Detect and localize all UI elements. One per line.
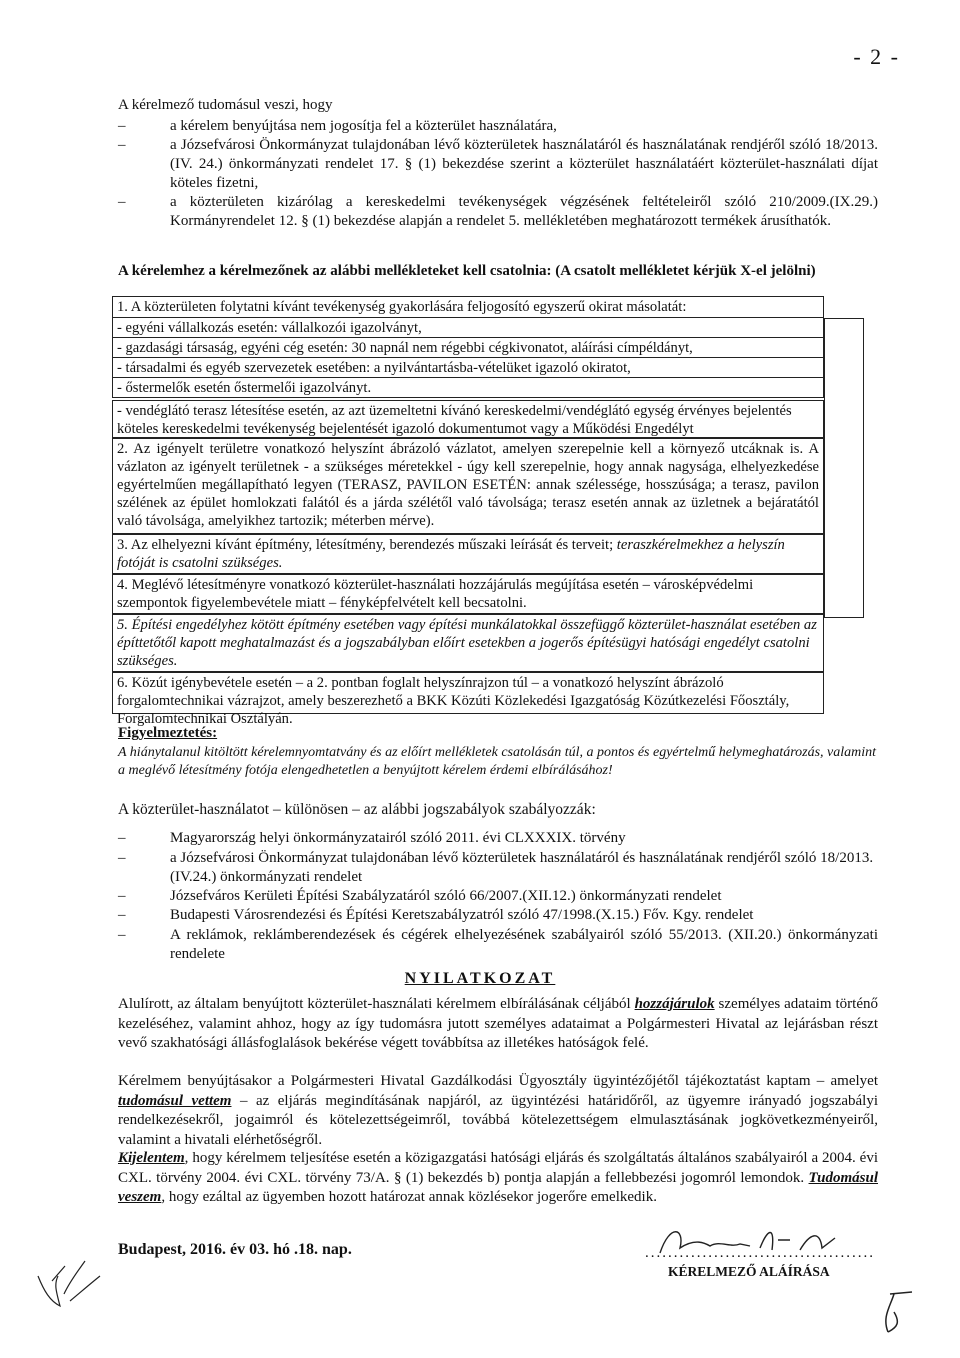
notice-title: Figyelmeztetés: (118, 725, 218, 741)
law-item: – Budapesti Városrendezési és Építési Keretszabályzatról szóló 47/1998.(X.15.) Főv. Kgy. rendelet (118, 907, 754, 923)
attachment-6: 6. Közút igénybevétele esetén – a 2. pontban foglalt helyszínrajzon túl – a vonatkozó helyszínt ábrázoló forgalomtechnikai vázrajzot, amely beszerezhető a BKK Közúti Közlekedési Igazgatóság Közútkezelési Főosztály, Forgalomtechnikai Osztályán. (112, 672, 824, 714)
declaration-paragraph-1: Alulírott, az általam benyújtott közterület-használati kérelmem elbírálásának céljából hozzájárulok személyes adataim történő kezeléséhez, valamint ahhoz, hogy az így tudomásra jutott személyes adataimat a Polgármesteri Hivatal az lejárásban részt vevő szakhatósági állásfoglalások bekérése végett továbbítsa az illetékes hatóságok felé. (118, 996, 878, 1051)
laws-heading: A közterület-használatot – különösen – az alábbi jogszabályok szabályozzák: (118, 801, 596, 818)
attachment-1-line: 1. A közterületen folytatni kívánt tevékenység gyakorlására feljogosító egyszerű okirat másolatát: (112, 296, 824, 318)
place-date: Budapest, 2016. év 03. hó .18. nap. (118, 1241, 352, 1258)
attachment-3: 3. Az elhelyezni kívánt építmény, létesítmény, berendezés műszaki leírását és terveit; teraszkérelmekhez a helyszín fotóját is csatolni szükséges. (112, 534, 824, 574)
attachment-1-line: - őstermelők esetén őstermelői igazolványt. (112, 378, 824, 398)
law-item: – Magyarország helyi önkormányzatairól szóló 2011. évi CLXXXIX. törvény (118, 830, 626, 846)
law-item: – A reklámok, reklámberendezések és cégérek elhelyezésének szabályairól szóló 55/2013. (XII.20.) önkormányzati rendelete (118, 927, 878, 962)
page-mark (872, 1282, 932, 1342)
acknowledgement-item: – a közterületen kizárólag a kereskedelmi tevékenységek végzésének feltételeiről szóló 210/2009.(IX.29.) Kormányrendelet 12. § (1) bekezdése alapján a rendelet 5. mellékletében meghatározott termékek árusíthatók. (118, 194, 878, 229)
attachment-1-line: - egyéni vállalkozás esetén: vállalkozói igazolványt, (112, 318, 824, 338)
acknowledgement-heading: A kérelmező tudomásul veszi, hogy (118, 97, 333, 113)
attachment-1-line: - gazdasági társaság, egyéni cég esetén: 30 napnál nem régebbi cégkivonatot, aláírási címpéldányt, (112, 338, 824, 358)
notice-text: A hiánytalanul kitöltött kérelemnyomtatvány és az előírt mellékletek csatolásán túl, a pontos és egyértelmű helymeghatározás, valamint a meglévő létesítmény fotója elengedhetetlen a benyújtott kérelem érdemi elbírálásához! (118, 745, 877, 778)
signature-line: ........................................ (645, 1245, 875, 1261)
declaration-title: NYILATKOZAT (404, 970, 556, 987)
initials-mark (30, 1246, 115, 1321)
signature-scribble (650, 1218, 860, 1263)
declaration-paragraph-2: Kérelmem benyújtásakor a Polgármesteri Hivatal Gazdálkodási Ügyosztály ügyintézőjétől tájékoztatást kaptam – amelyet tudomásul vettem – az eljárás megindításának napjáról, az ügyintézési határidőről, az ügyemre irányadó jogszabályi rendelkezésekről, jogaimról és kötelezettségeimről, továbbá kötelezettségem elmulasztásának jogkövetkezményeiről, valamint a hivatali elérhetőségről. (118, 1073, 878, 1148)
attachments-heading: A kérelemhez a kérelmezőnek az alábbi mellékleteket kell csatolnia: (A csatolt mellékletet kérjük X-el jelölni) (118, 263, 816, 279)
acknowledgement-item: – a kérelem benyújtása nem jogosítja fel a közterület használatára, (118, 118, 557, 134)
checkbox-column[interactable] (824, 318, 864, 618)
page-number: - 2 - (853, 44, 900, 69)
acknowledgement-item: – a Józsefvárosi Önkormányzat tulajdonában lévő közterületek használatáról és használatának rendjéről szóló 18/2013. (IV. 24.) önkormányzati rendelet 17. § (1) bekezdése szerint a közterület használatáért közterület-használati díjat köteles fizetni, (118, 137, 878, 191)
declaration-paragraph-3: Kijelentem, hogy kérelmem teljesítése esetén a közigazgatási hatósági eljárás és szolgáltatás általános szabályairól a 2004. évi CXL. törvény 2004. évi CXL. törvény 73/A. § (1) bekezdés b) pontja alapján a fellebbezési jogomról lemondok. Tudomásul veszem, hogy ezáltal az ügyemben hozott határozat annak közlésekor jogerőre emelkedik. (118, 1150, 878, 1205)
law-item: – a Józsefvárosi Önkormányzat tulajdonában lévő közterületek használatáról és használatának rendjéről szóló 18/2013. (IV.24.) önkormányzati rendelet (118, 850, 874, 885)
attachment-5: 5. Építési engedélyhez kötött építmény esetében vagy építési munkálatokkal összefüggő közterület-használat esetében az építtetőtől kapott meghatalmazást és a jogszabályban előírt esetekben a jogerős építésügyi hatósági engedélyt csatolni szükséges. (112, 614, 824, 672)
law-item: – Józsefváros Kerületi Építési Szabályzatáról szóló 66/2007.(XII.12.) önkormányzati rendelet (118, 888, 722, 904)
signature-label: KÉRELMEZŐ ALÁÍRÁSA (668, 1264, 830, 1279)
attachment-4: 4. Meglévő létesítményre vonatkozó közterület-használati hozzájárulás megújítása esetén – városképvédelmi szempontok figyelembevétele miatt – fényképfelvételt kell becsatolni. (112, 574, 824, 614)
attachment-2: 2. Az igényelt területre vonatkozó helyszínt ábrázoló vázlatot, amelyen szerepelnie kell a környező utcáknak is. A vázlaton az igényelt területnek - a szükséges méretekkel - úgy kell szerepelnie, hogy annak nagysága, elhelyezkedése egyértelműen megállapítható legyen (TERASZ, PAVILON ESETÉN: annak szélessége, hosszúsága; a terasz, pavilon szélének az épület homlokzati falától és a járda szélétől való távolsága; terasz esetén annak az üzletnek a bejáratától való távolsága, amelyikhez tartozik; méterben mérve). (112, 438, 824, 534)
attachment-1-line: - vendéglátó terasz létesítése esetén, az azt üzemeltetni kívánó kereskedelmi/vendéglátó egység érvényes bejelentés köteles kereskedelmi tevékenység bejelentését igazoló dokumentumot vagy a Működési Engedélyt (112, 400, 824, 438)
attachment-1-line: - társadalmi és egyéb szervezetek esetében: a nyilvántartásba-vételüket igazoló okiratot, (112, 358, 824, 378)
